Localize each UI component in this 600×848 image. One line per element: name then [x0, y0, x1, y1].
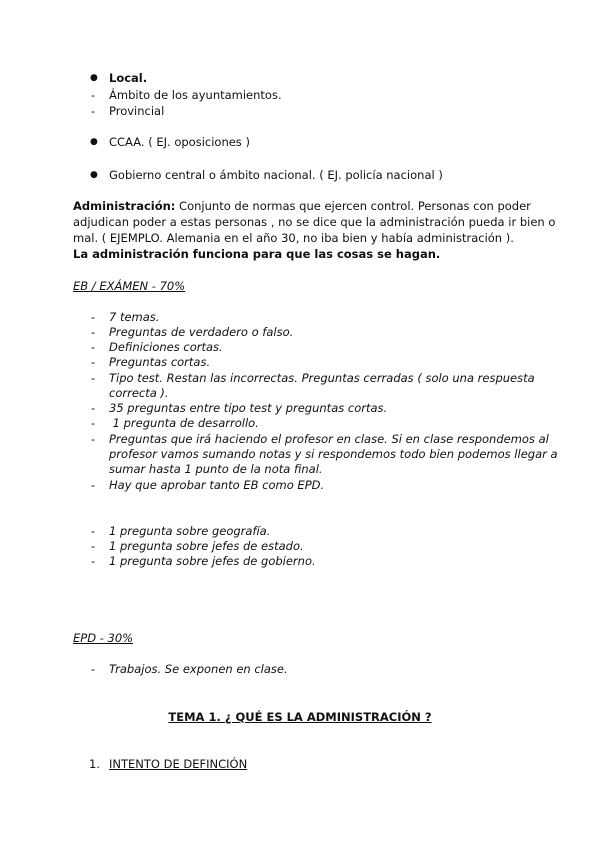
numbered-index: 1.	[89, 757, 100, 771]
dash-marker: -	[91, 662, 96, 676]
eb-item: Preguntas cortas.	[109, 355, 211, 369]
admin-paragraph-line-3: mal. ( EJEMPLO. Alemania en el año 30, no iba bien y había administración ).	[73, 231, 514, 245]
epd-item: Trabajos. Se exponen en clase.	[109, 662, 288, 676]
list-item-ccaa: CCAA. ( EJ. oposiciones )	[109, 135, 250, 149]
tema-title: TEMA 1. ¿ QUÉ ES LA ADMINISTRACIÓN ?	[168, 710, 432, 724]
bullet-marker: ●	[90, 73, 98, 83]
dash-marker: -	[91, 432, 96, 446]
dash-marker: -	[91, 554, 96, 568]
eb-item: 7 temas.	[109, 310, 160, 324]
dash-marker: -	[91, 478, 96, 492]
epd-heading: EPD - 30%	[73, 631, 134, 645]
eb-item: Hay que aprobar tanto EB como EPD.	[109, 478, 325, 492]
dash-marker: -	[91, 88, 96, 102]
bullet-marker: ●	[90, 137, 98, 147]
admin-paragraph-line-1	[73, 199, 531, 214]
eb-item: Preguntas de verdadero o falso.	[109, 325, 294, 339]
eb-item: Tipo test. Restan las incorrectas. Preguntas cerradas ( solo una respuesta	[109, 371, 535, 385]
eb-item-continuation: correcta ).	[109, 386, 169, 400]
dash-marker: -	[91, 325, 96, 339]
admin-paragraph-line-4: La administración funciona para que las cosas se hagan.	[73, 247, 441, 261]
dash-marker: -	[91, 355, 96, 369]
dash-marker: -	[91, 539, 96, 553]
eb-extra-item: 1 pregunta sobre jefes de estado.	[109, 539, 304, 553]
admin-definition: Conjunto de normas que ejercen control. Personas con poder	[175, 199, 531, 213]
list-item-gobierno-central: Gobierno central o ámbito nacional. ( EJ. policía nacional )	[109, 168, 443, 182]
eb-extra-item: 1 pregunta sobre jefes de gobierno.	[109, 554, 316, 568]
admin-term: Administración:	[73, 199, 176, 213]
dash-marker: -	[91, 104, 96, 118]
dash-marker: -	[91, 340, 96, 354]
eb-item: Definiciones cortas.	[109, 340, 223, 354]
eb-heading: EB / EXÁMEN - 70%	[73, 279, 186, 293]
eb-item: Preguntas que irá haciendo el profesor en clase. Si en clase respondemos al	[109, 432, 549, 446]
bullet-marker: ●	[90, 170, 98, 180]
numbered-heading-definicion: INTENTO DE DEFINCIÓN	[109, 757, 248, 771]
dash-marker: -	[91, 371, 96, 385]
eb-extra-item: 1 pregunta sobre geografía.	[109, 524, 271, 538]
dash-marker: -	[91, 401, 96, 415]
eb-item: 35 preguntas entre tipo test y preguntas cortas.	[109, 401, 388, 415]
eb-item: 1 pregunta de desarrollo.	[109, 416, 259, 430]
admin-paragraph-line-2: adjudican poder a estas personas , no se dice que la administración pueda ir bien o	[73, 215, 556, 229]
dash-marker: -	[91, 524, 96, 538]
dash-marker: -	[91, 310, 96, 324]
sub-item-ayuntamientos: Ámbito de los ayuntamientos.	[109, 88, 282, 102]
sub-item-provincial: Provincial	[109, 104, 165, 118]
eb-item-continuation: profesor vamos sumando notas y si respondemos todo bien podemos llegar a	[109, 447, 558, 461]
list-item-local: Local.	[109, 71, 148, 85]
eb-item-continuation: sumar hasta 1 punto de la nota final.	[109, 462, 323, 476]
dash-marker: -	[91, 416, 96, 430]
